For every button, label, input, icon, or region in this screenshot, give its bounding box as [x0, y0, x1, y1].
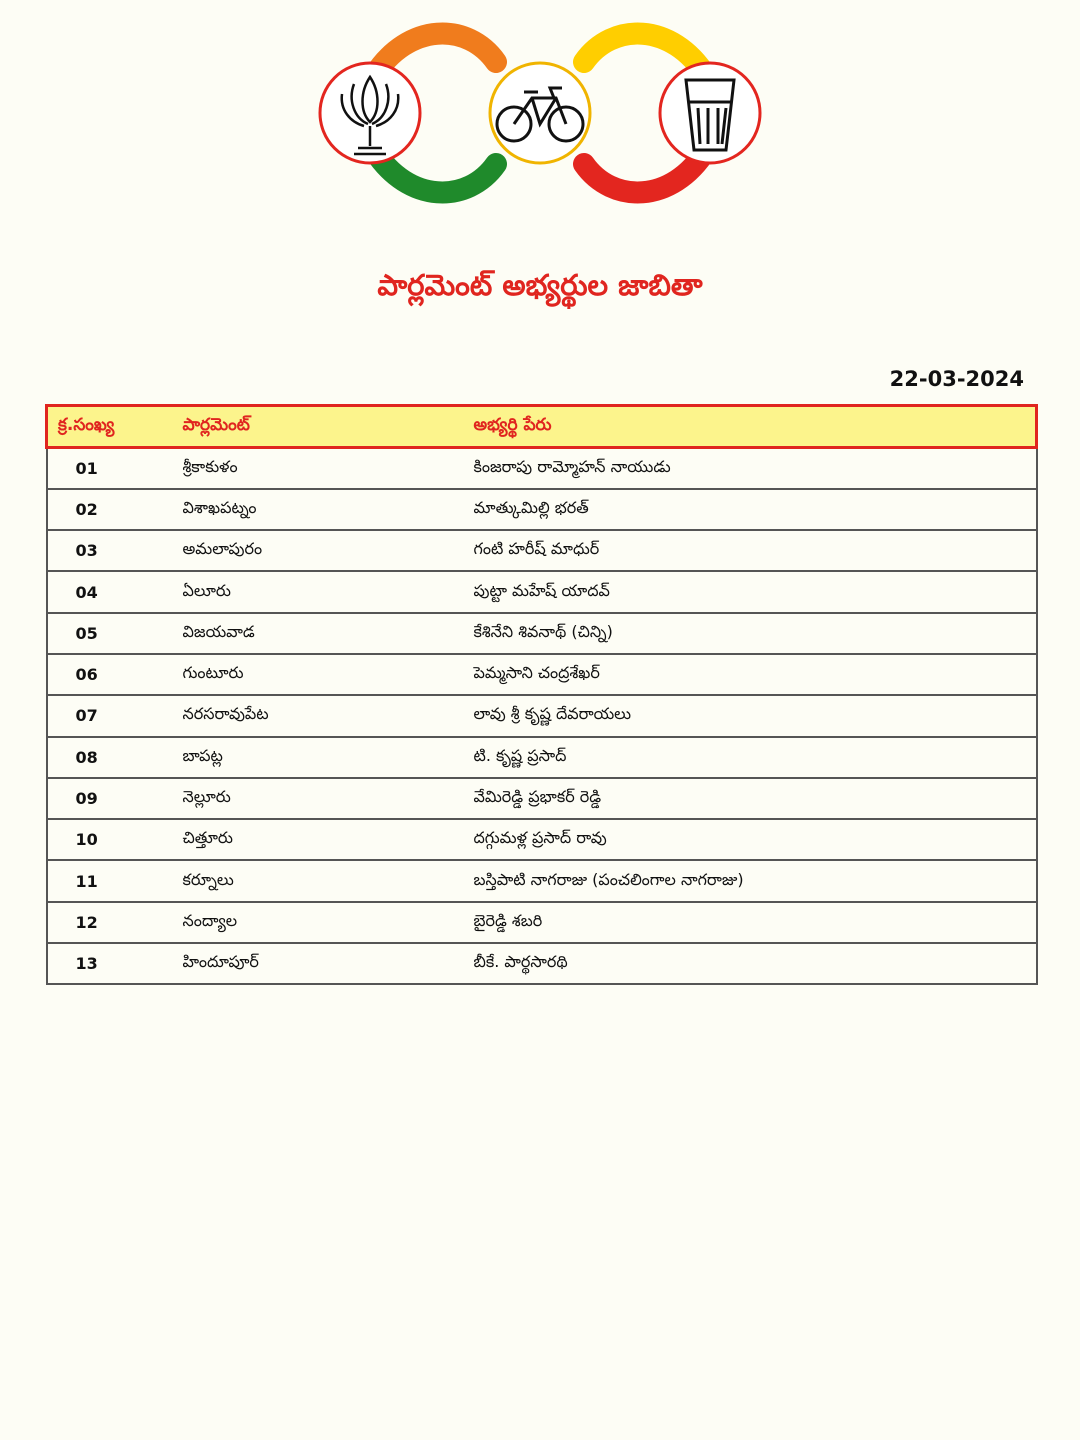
parliament-cell: ఏలూరు [183, 571, 474, 612]
parliament-cell: నెల్లూరు [183, 778, 474, 819]
parliament-cell: విజయవాడ [183, 613, 474, 654]
column-header-parliament: పార్లమెంట్ [183, 406, 474, 448]
parliament-cell: శ్రీకాకుళం [183, 448, 474, 489]
serial-number-cell: 05 [47, 613, 183, 654]
parliament-cell: బాపట్ల [183, 737, 474, 778]
serial-number-cell: 03 [47, 530, 183, 571]
table-row [47, 943, 1037, 984]
serial-number-cell: 12 [47, 902, 183, 943]
table-row [47, 448, 1037, 489]
serial-number-cell: 01 [47, 448, 183, 489]
candidate-name-cell: లావు శ్రీ కృష్ణ దేవరాయలు [474, 695, 1037, 736]
table-row [47, 902, 1037, 943]
table-row [47, 613, 1037, 654]
candidate-name-cell: వేమిరెడ్డి ప్రభాకర్ రెడ్డి [474, 778, 1037, 819]
serial-number-cell: 09 [47, 778, 183, 819]
serial-number-cell: 06 [47, 654, 183, 695]
candidate-name-cell: కింజరాపు రామ్మోహన్ నాయుడు [474, 448, 1037, 489]
parliament-cell: అమలాపురం [183, 530, 474, 571]
parliament-cell: నంద్యాల [183, 902, 474, 943]
column-header-serial: క్ర.సంఖ్య [47, 406, 183, 448]
table-row [47, 571, 1037, 612]
table-row [47, 737, 1037, 778]
parliament-cell: విశాఖపట్నం [183, 489, 474, 530]
candidate-name-cell: దగ్గుమళ్ల ప్రసాద్ రావు [474, 819, 1037, 860]
serial-number-cell: 08 [47, 737, 183, 778]
table-row [47, 778, 1037, 819]
parliament-cell: హిందూపూర్ [183, 943, 474, 984]
table-row [47, 489, 1037, 530]
table-row [47, 654, 1037, 695]
table-row [47, 530, 1037, 571]
candidate-name-cell: మాత్కుమిల్లి భరత్ [474, 489, 1037, 530]
candidate-name-cell: బైరెడ్డి శబరి [474, 902, 1037, 943]
parliament-cell: గుంటూరు [183, 654, 474, 695]
serial-number-cell: 11 [47, 860, 183, 901]
candidate-name-cell: టి. కృష్ణ ప్రసాద్ [474, 737, 1037, 778]
candidates-table [45, 404, 1038, 985]
table-row [47, 819, 1037, 860]
serial-number-cell: 02 [47, 489, 183, 530]
alliance-logo [318, 22, 762, 204]
table-row [47, 860, 1037, 901]
parliament-cell: కర్నూలు [183, 860, 474, 901]
serial-number-cell: 07 [47, 695, 183, 736]
serial-number-cell: 04 [47, 571, 183, 612]
candidate-name-cell: పెమ్మసాని చంద్రశేఖర్ [474, 654, 1037, 695]
table-header-row [47, 406, 1037, 448]
candidate-name-cell: బస్తిపాటి నాగరాజు (పంచలింగాల నాగరాజు) [474, 860, 1037, 901]
table-row [47, 695, 1037, 736]
candidate-name-cell: గంటి హరీష్ మాధుర్ [474, 530, 1037, 571]
candidate-name-cell: పుట్టా మహేష్ యాదవ్ [474, 571, 1037, 612]
candidate-name-cell: కేశినేని శివనాథ్ (చిన్ని) [474, 613, 1037, 654]
parliament-cell: చిత్తూరు [183, 819, 474, 860]
serial-number-cell: 10 [47, 819, 183, 860]
parliament-cell: నరసరావుపేట [183, 695, 474, 736]
column-header-candidate: అభ్యర్థి పేరు [474, 406, 1037, 448]
candidate-name-cell: బీకే. పార్థసారథి [474, 943, 1037, 984]
page-title: పార్లమెంట్ అభ్యర్థుల జాబితా [377, 268, 703, 302]
document-date: 22-03-2024 [889, 367, 1024, 391]
serial-number-cell: 13 [47, 943, 183, 984]
